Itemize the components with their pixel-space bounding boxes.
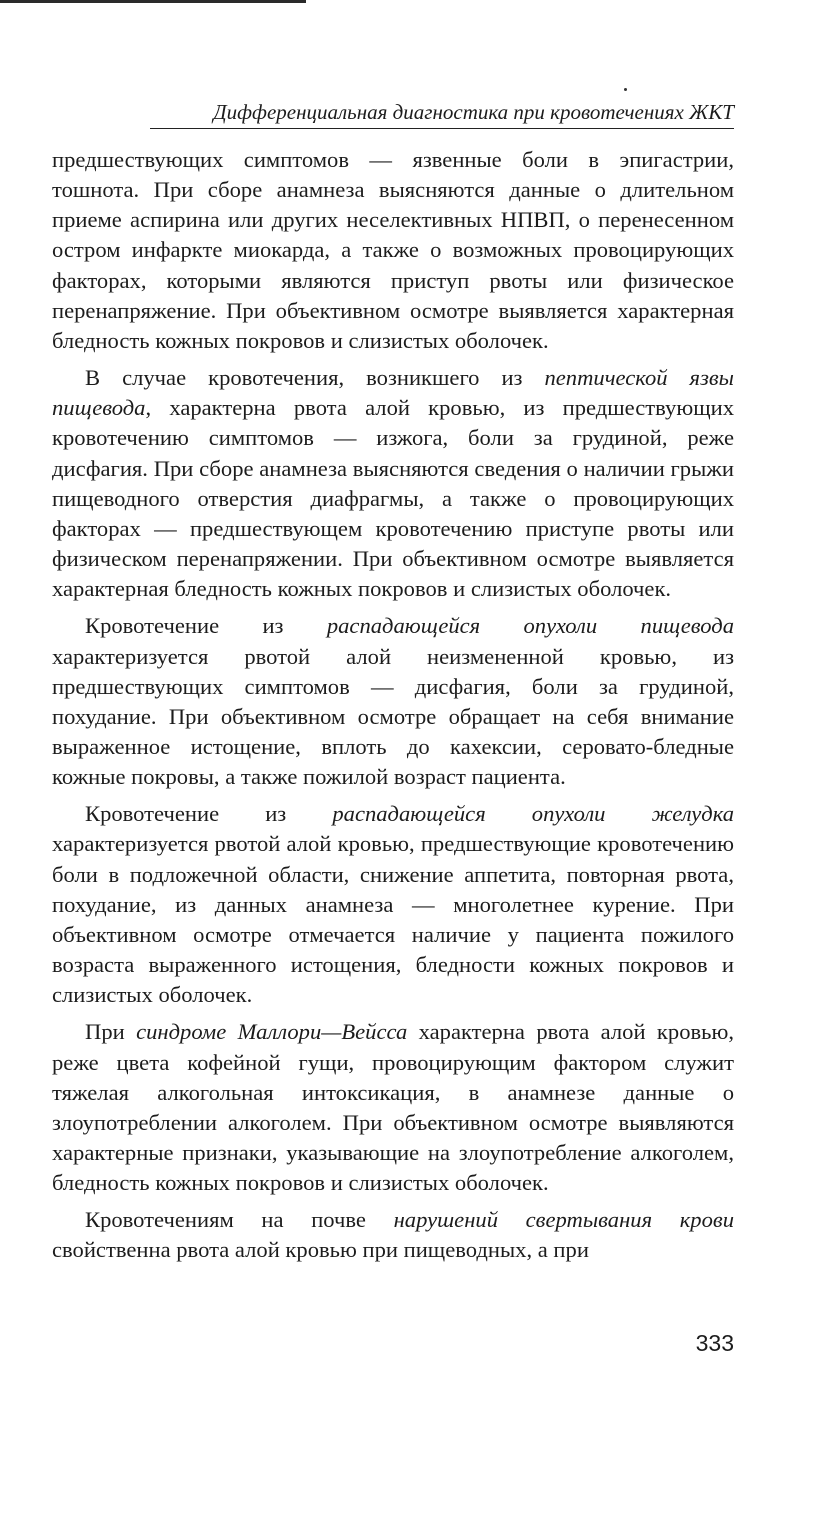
paragraph-text: характеризуется рвотой алой неизмененной кровью, из предшествующих симптомов — дисфагия, боли за грудиной, похудание. При объективном осмотре обращает на себя внимание выраженное истощение, вплоть до кахексии, серовато-бледные кожные покровы, а также пожилой возраст пациента. (52, 643, 734, 790)
paragraph-text: свойственна рвота алой кровью при пищеводных, а при (52, 1237, 589, 1263)
print-speck (624, 88, 627, 91)
italic-term: синдроме Маллори—Вейсса (136, 1019, 408, 1045)
paragraph-text: предшествующих симптомов — язвенные боли в эпигастрии, тошнота. При сборе анамнеза выясняются данные о длительном приеме аспирина или других неселективных НПВП, о перенесенном остром инфаркте миокарда, а также о возможных провоцирующих факторах, которыми являются приступ рвоты или физическое перенапряжение. При объективном осмотре выявляется характерная бледность кожных покровов и слизистых оболочек. (52, 147, 734, 353)
paragraph-text: характерна рвота алой кровью, реже цвета кофейной гущи, провоцирующим фактором служит тяжелая алкогольная интоксикация, в анамнезе данные о злоупотреблении алкоголем. При объективном осмотре выявляются характерные признаки, указывающие на злоупотребление алкоголем, бледность кожных покровов и слизистых оболочек. (52, 1019, 735, 1196)
paragraph-text: В случае кровотечения, возникшего из (85, 365, 545, 391)
italic-term: пептической язвы пищевода (52, 365, 734, 421)
italic-term: распадающейся опухоли пищевода (326, 613, 735, 639)
paragraph-5 (52, 1017, 734, 1198)
paragraph-text: Кровотечение из (85, 613, 327, 639)
paragraph-1 (52, 145, 734, 356)
italic-term: нарушений свертывания крови (393, 1207, 734, 1233)
paragraph-6 (52, 1205, 734, 1265)
paragraph-2 (52, 363, 734, 604)
paragraph-text: , характерна рвота алой кровью, из предшествующих кровотечению симптомов — изжога, боли за грудиной, реже дисфагия. При сборе анамнеза выясняются сведения о наличии грыжи пищеводного отверстия диафрагмы, а также о провоцирующих факторах — предшествующем кровотечению приступе рвоты или физическом перенапряжении. При объективном осмотре выявляется характерная бледность кожных покровов и слизистых оболочек. (52, 395, 734, 602)
paragraph-text: Кровотечение из (85, 801, 333, 827)
italic-term: распадающейся опухоли желудка (332, 801, 734, 827)
top-edge-rule (0, 0, 306, 3)
paragraph-text: При (85, 1019, 137, 1045)
running-header: Дифференциальная диагностика при кровотечениях ЖКТ (150, 98, 734, 129)
paragraph-4 (52, 799, 734, 1010)
paragraph-text: Кровотечениям на почве (85, 1207, 394, 1233)
paragraph-text: характеризуется рвотой алой кровью, предшествующие кровотечению боли в подложечной области, снижение аппетита, повторная рвота, похудание, из данных анамнеза — многолетнее курение. При объективном осмотре отмечается наличие у пациента пожилого возраста выраженного истощения, бледности кожных покровов и слизистых оболочек. (52, 831, 734, 1008)
page-body (52, 145, 734, 1273)
paragraph-3 (52, 611, 734, 792)
page-number: 333 (695, 1330, 734, 1356)
